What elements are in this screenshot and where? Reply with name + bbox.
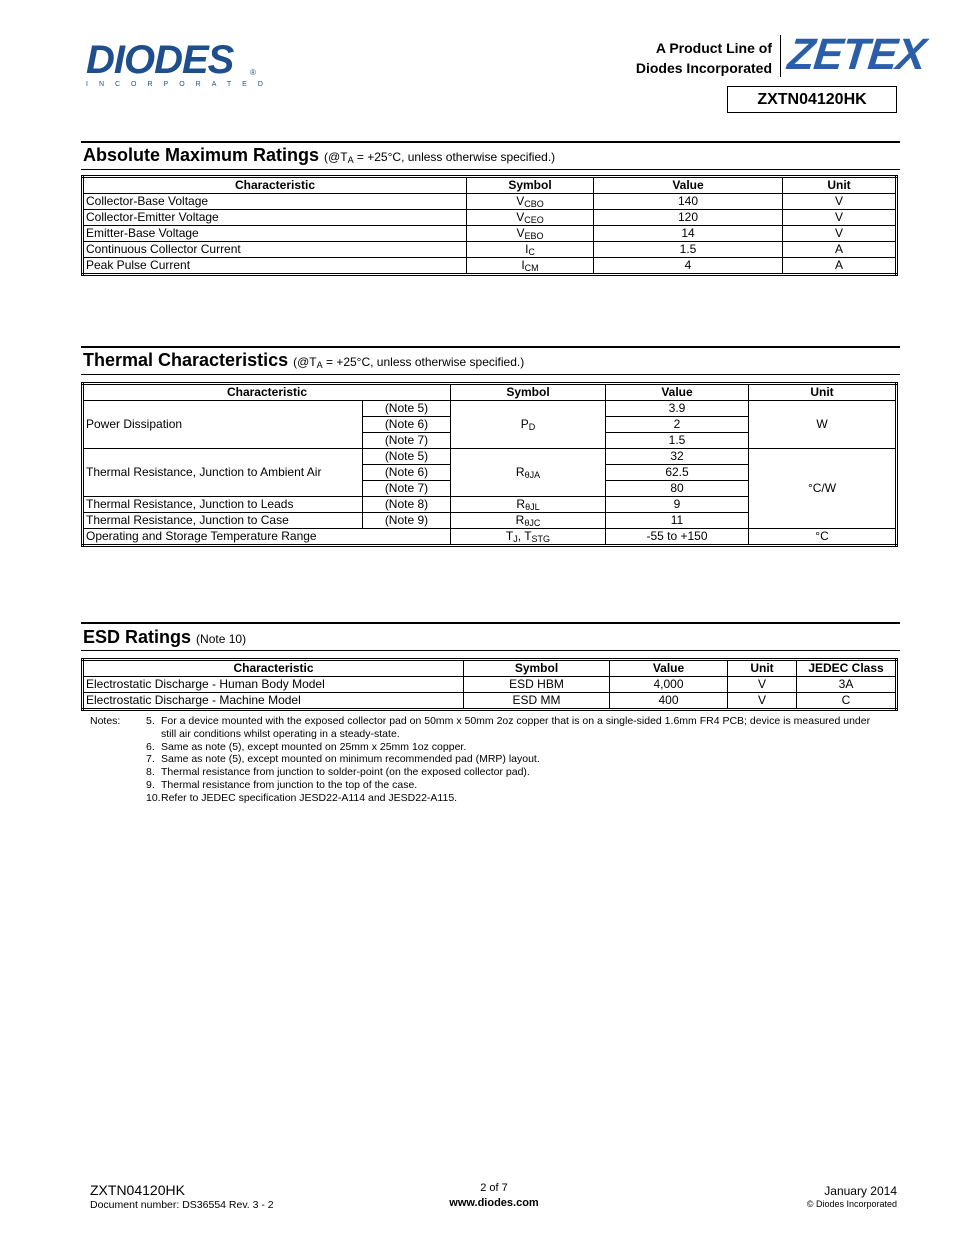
esd-title: ESD Ratings xyxy=(83,627,192,647)
cell-jedec-class: C xyxy=(797,693,897,710)
cell-unit: °C xyxy=(749,529,897,546)
diodes-logo xyxy=(86,38,274,88)
cell-value: 32 xyxy=(606,449,749,465)
cell-note: (Note 8) xyxy=(363,497,451,513)
col-header: Unit xyxy=(783,177,897,194)
cell-value: 9 xyxy=(606,497,749,513)
cell-symbol: $V_{CBO}$ xyxy=(467,194,594,210)
cell-value: 14 xyxy=(594,226,783,242)
table-row xyxy=(83,677,897,693)
cell-unit: A xyxy=(783,242,897,258)
note-item: 7. Same as note (5), except mounted on minimum recommended pad (MRP) layout. xyxy=(146,753,540,766)
cell-unit: V xyxy=(783,194,897,210)
cell-value: 140 xyxy=(594,194,783,210)
note-item: 8. Thermal resistance from junction to solder-point (on the exposed collector pad). xyxy=(146,766,530,779)
product-line-tagline xyxy=(636,38,772,78)
cell-unit: V xyxy=(728,693,797,710)
header-divider xyxy=(780,35,781,77)
cell-characteristic: Collector-Base Voltage xyxy=(83,194,467,210)
col-header: JEDEC Class xyxy=(797,660,897,677)
cell-note: (Note 7) xyxy=(363,481,451,497)
section-rule xyxy=(81,346,900,348)
cell-characteristic: Continuous Collector Current xyxy=(83,242,467,258)
thermal-table xyxy=(81,382,898,547)
table-row xyxy=(83,242,897,258)
cell-note: (Note 9) xyxy=(363,513,451,529)
table-header-row xyxy=(83,177,897,194)
section-rule xyxy=(81,141,900,143)
cell-unit: V xyxy=(783,226,897,242)
cell-value: 11 xyxy=(606,513,749,529)
thermal-section-title xyxy=(83,350,524,371)
notes-label: Notes: xyxy=(90,715,121,727)
cell-unit: W xyxy=(749,401,897,449)
col-header: Symbol xyxy=(451,384,606,401)
logo-wordmark: DIODES xyxy=(86,38,234,82)
section-rule xyxy=(81,169,900,170)
cell-characteristic: Emitter-Base Voltage xyxy=(83,226,467,242)
cell-characteristic: Electrostatic Discharge - Machine Model xyxy=(83,693,464,710)
cell-value: 4,000 xyxy=(610,677,728,693)
cell-symbol: ESD MM xyxy=(464,693,610,710)
cell-symbol: $T_J$, $T_{STG}$ xyxy=(451,529,606,546)
col-header: Symbol xyxy=(464,660,610,677)
cell-characteristic: Electrostatic Discharge - Human Body Model xyxy=(83,677,464,693)
cell-symbol: $R_{\theta JA}$ xyxy=(451,449,606,497)
table-row xyxy=(83,194,897,210)
cell-value: 3.9 xyxy=(606,401,749,417)
cell-symbol: $V_{EBO}$ xyxy=(467,226,594,242)
cell-characteristic: Thermal Resistance, Junction to Case xyxy=(83,513,363,529)
section-rule xyxy=(81,622,900,624)
note-item: 6. Same as note (5), except mounted on 25mm x 25mm 1oz copper. xyxy=(146,740,467,753)
cell-value: -55 to +150 xyxy=(606,529,749,546)
footer-website-link[interactable]: www.diodes.com xyxy=(449,1197,539,1209)
cell-symbol: $R_{\theta JC}$ xyxy=(451,513,606,529)
cell-characteristic: Peak Pulse Current xyxy=(83,258,467,275)
table-row xyxy=(83,401,897,417)
note-item: 10. Refer to JEDEC specification JESD22-A114 and JESD22-A115. xyxy=(146,791,458,804)
zetex-logo: ZETEX xyxy=(785,30,928,79)
amr-section-title xyxy=(83,145,555,166)
footer-part-number: ZXTN04120HK xyxy=(90,1182,185,1198)
cell-symbol: $P_D$ xyxy=(451,401,606,449)
col-header: Characteristic xyxy=(83,384,451,401)
table-row xyxy=(83,449,897,465)
thermal-conditions: ($@T_A = +25^\circ C$, unless otherwise specified.) xyxy=(293,355,525,370)
col-header: Value xyxy=(594,177,783,194)
cell-value: 80 xyxy=(606,481,749,497)
cell-value: 62.5 xyxy=(606,465,749,481)
cell-note: (Note 7) xyxy=(363,433,451,449)
thermal-title: Thermal Characteristics xyxy=(83,350,289,370)
footer-page-number: 2 of 7 xyxy=(480,1182,508,1194)
registered-mark-icon: ® xyxy=(250,68,256,77)
tagline-line2: Diodes Incorporated xyxy=(635,60,772,76)
section-rule xyxy=(81,650,900,651)
part-number-box: ZXTN04120HK xyxy=(727,86,897,113)
cell-value: 400 xyxy=(610,693,728,710)
footer-date: January 2014 xyxy=(824,1184,897,1198)
cell-characteristic: Power Dissipation xyxy=(83,401,363,449)
col-header: Value xyxy=(606,384,749,401)
logo-subtext: INCORPORATED xyxy=(86,81,274,88)
note-item: 5. For a device mounted with the exposed collector pad on 50mm x 50mm 2oz copper that is on a single-sided 1.6mm FR4 PCB; device is measured under still air conditions whilst operating in a steady-state. xyxy=(146,715,871,740)
amr-conditions: ($@T_A = +25^\circ C$, unless otherwise specified.) xyxy=(324,150,556,165)
table-row xyxy=(83,258,897,275)
cell-note: (Note 6) xyxy=(363,465,451,481)
esd-section-title xyxy=(83,627,246,648)
note-item: 9. Thermal resistance from junction to the top of the case. xyxy=(146,778,418,791)
section-rule xyxy=(81,374,900,375)
amr-table xyxy=(81,175,898,276)
col-header: Symbol xyxy=(467,177,594,194)
cell-symbol: $I_{CM}$ xyxy=(467,258,594,275)
notes-list xyxy=(146,715,876,805)
tagline-line1: A Product Line of xyxy=(655,40,772,56)
footer-copyright: © Diodes Incorporated xyxy=(806,1199,897,1209)
cell-value: 1.5 xyxy=(594,242,783,258)
cell-value: 1.5 xyxy=(606,433,749,449)
cell-note: (Note 5) xyxy=(363,449,451,465)
col-header: Value xyxy=(610,660,728,677)
cell-value: 2 xyxy=(606,417,749,433)
cell-value: 120 xyxy=(594,210,783,226)
cell-symbol: $R_{\theta JL}$ xyxy=(451,497,606,513)
amr-title: Absolute Maximum Ratings xyxy=(83,145,320,165)
cell-characteristic: Collector-Emitter Voltage xyxy=(83,210,467,226)
cell-characteristic: Thermal Resistance, Junction to Ambient Air xyxy=(83,449,363,497)
cell-symbol: ESD HBM xyxy=(464,677,610,693)
cell-characteristic: Operating and Storage Temperature Range xyxy=(83,529,451,546)
col-header: Characteristic xyxy=(83,660,464,677)
cell-unit: A xyxy=(783,258,897,275)
cell-jedec-class: 3A xyxy=(797,677,897,693)
cell-symbol: $V_{CEO}$ xyxy=(467,210,594,226)
col-header: Characteristic xyxy=(83,177,467,194)
table-header-row xyxy=(83,384,897,401)
table-row xyxy=(83,529,897,546)
cell-unit: V xyxy=(783,210,897,226)
footer-document-number: Document number: DS36554 Rev. 3 - 2 xyxy=(90,1199,274,1211)
col-header: Unit xyxy=(728,660,797,677)
cell-unit: V xyxy=(728,677,797,693)
table-row xyxy=(83,693,897,710)
esd-conditions: (Note 10) xyxy=(196,632,247,646)
cell-symbol: $I_C$ xyxy=(467,242,594,258)
esd-table xyxy=(81,658,898,711)
table-row xyxy=(83,226,897,242)
table-header-row xyxy=(83,660,897,677)
cell-value: 4 xyxy=(594,258,783,275)
cell-note: (Note 5) xyxy=(363,401,451,417)
cell-characteristic: Thermal Resistance, Junction to Leads xyxy=(83,497,363,513)
cell-note: (Note 6) xyxy=(363,417,451,433)
table-row xyxy=(83,210,897,226)
col-header: Unit xyxy=(749,384,897,401)
cell-unit: °C/W xyxy=(749,449,897,529)
